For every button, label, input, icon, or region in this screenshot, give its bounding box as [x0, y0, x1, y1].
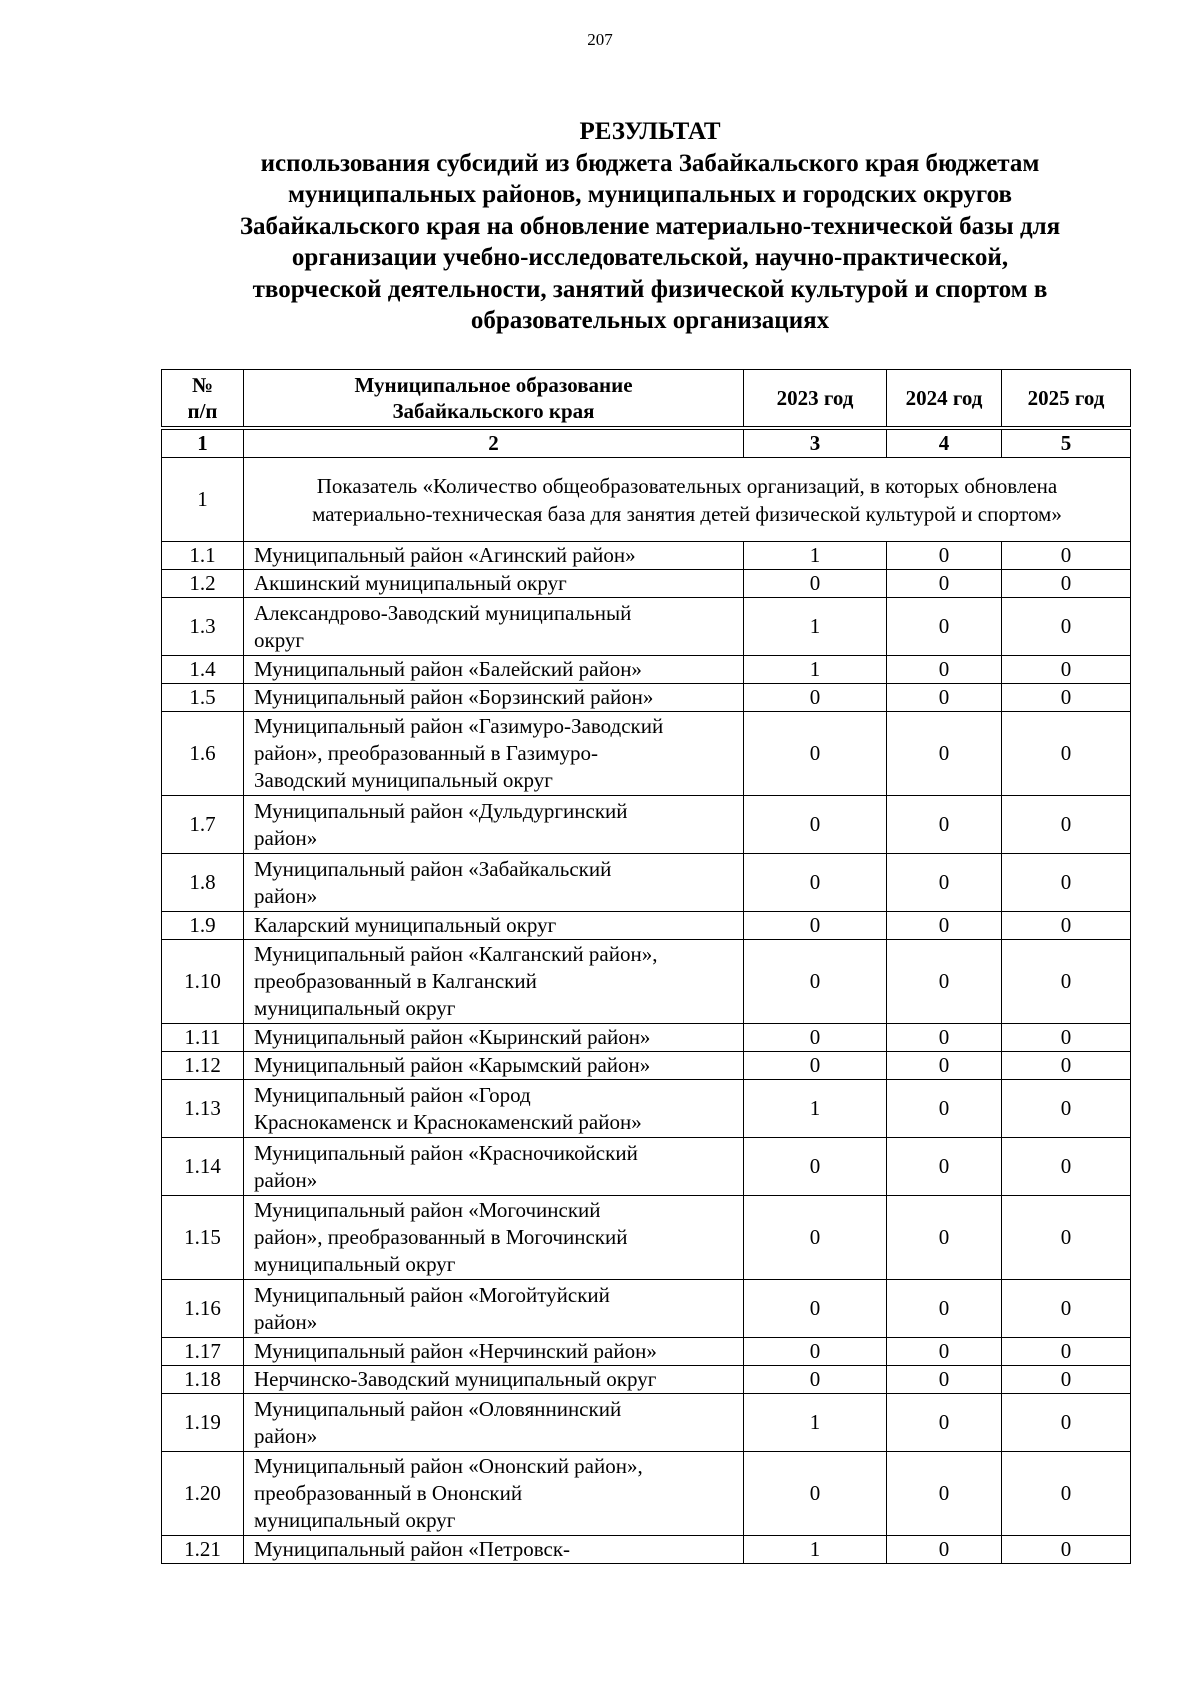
document-title — [150, 116, 1150, 337]
value-2025: 0 — [1002, 1536, 1131, 1564]
municipality-name-line: Муниципальный район «Могочинский — [254, 1198, 601, 1222]
municipality-name-line: Муниципальный район «Забайкальский — [254, 856, 612, 881]
municipality-name — [244, 1080, 744, 1138]
municipality-name-line: муниципальный округ — [254, 1508, 456, 1532]
table-row — [162, 1394, 1131, 1452]
value-2023: 0 — [744, 940, 887, 1024]
indicator-text: Показатель «Количество общеобразовательных организаций, в которых обновлена материально-техническая база для занятия детей физической культурой и спортом» — [244, 458, 1131, 542]
title-line: использования субсидий из бюджета Забайкальского края бюджетам — [260, 149, 1040, 177]
value-2024: 0 — [887, 542, 1002, 570]
indicator-row — [162, 458, 1131, 542]
value-2023: 0 — [744, 570, 887, 598]
municipality-name — [244, 542, 744, 570]
value-2023: 0 — [744, 796, 887, 854]
municipality-name-line: преобразованный в Ононский — [254, 1481, 523, 1505]
title-line: муниципальных районов, муниципальных и городских округов — [288, 181, 1012, 208]
table-row — [162, 542, 1131, 570]
table-row — [162, 570, 1131, 598]
row-number: 1.19 — [162, 1394, 244, 1452]
municipality-name-line: Муниципальный район «Оловяннинский — [254, 1396, 622, 1421]
row-number: 1.6 — [162, 712, 244, 796]
title-line: организации учебно-исследовательской, научно-практической, — [291, 244, 1009, 271]
indicator-num: 1 — [162, 458, 244, 542]
municipality-name-line: район» — [254, 1167, 318, 1192]
municipality-name — [244, 940, 744, 1024]
municipality-name-line: Муниципальный район «Агинский район» — [254, 543, 636, 567]
municipality-name — [244, 912, 744, 940]
row-number: 1.14 — [162, 1138, 244, 1196]
row-number: 1.21 — [162, 1536, 244, 1564]
table-row — [162, 1280, 1131, 1338]
value-2025: 0 — [1002, 656, 1131, 684]
table-row — [162, 1366, 1131, 1394]
value-2023: 1 — [744, 1536, 887, 1564]
header-municipality: Муниципальное образование Забайкальского края — [244, 370, 744, 429]
row-number: 1.8 — [162, 854, 244, 912]
header-2025: 2025 год — [1002, 370, 1131, 429]
municipality-name — [244, 1394, 744, 1452]
header-2024: 2024 год — [887, 370, 1002, 429]
value-2023: 0 — [744, 912, 887, 940]
header-2023: 2023 год — [744, 370, 887, 429]
municipality-name-line: Муниципальный район «Нерчинский район» — [254, 1339, 657, 1363]
row-number: 1.9 — [162, 912, 244, 940]
municipality-name-line: Муниципальный район «Петровск- — [254, 1537, 571, 1561]
municipality-name — [244, 570, 744, 598]
title-line: РЕЗУЛЬТАТ — [579, 118, 721, 145]
value-2023: 0 — [744, 1196, 887, 1280]
value-2023: 0 — [744, 854, 887, 912]
value-2024: 0 — [887, 854, 1002, 912]
row-number: 1.7 — [162, 796, 244, 854]
municipality-name — [244, 796, 744, 854]
municipality-name-line: Нерчинско-Заводский муниципальный округ — [254, 1367, 657, 1391]
row-number: 1.16 — [162, 1280, 244, 1338]
municipality-name-line: преобразованный в Калганский — [254, 969, 537, 993]
municipality-name-line: Муниципальный район «Карымский район» — [254, 1053, 651, 1077]
column-number: 1 — [162, 428, 244, 458]
value-2025: 0 — [1002, 570, 1131, 598]
column-number: 3 — [744, 428, 887, 458]
municipality-name-line: Муниципальный район «Балейский район» — [254, 657, 642, 681]
table-row — [162, 1052, 1131, 1080]
value-2023: 1 — [744, 598, 887, 656]
municipality-name — [244, 1052, 744, 1080]
title-line: образовательных организациях — [470, 307, 830, 334]
value-2025: 0 — [1002, 854, 1131, 912]
municipality-name — [244, 1138, 744, 1196]
row-number: 1.18 — [162, 1366, 244, 1394]
row-number: 1.20 — [162, 1452, 244, 1536]
municipality-name-line: Муниципальный район «Калганский район», — [254, 942, 658, 966]
value-2024: 0 — [887, 1138, 1002, 1196]
row-number: 1.2 — [162, 570, 244, 598]
municipality-name-line: Муниципальный район «Газимуро-Заводский — [254, 714, 664, 738]
value-2025: 0 — [1002, 940, 1131, 1024]
column-number-row — [162, 428, 1131, 458]
municipality-name-line: район», преобразованный в Газимуро- — [254, 741, 598, 765]
header-num: № п/п — [162, 370, 244, 429]
municipality-name-line: Муниципальный район «Дульдургинский — [254, 798, 628, 823]
municipality-name-line: район» — [254, 1423, 318, 1448]
value-2024: 0 — [887, 1052, 1002, 1080]
value-2025: 0 — [1002, 598, 1131, 656]
value-2023: 0 — [744, 1138, 887, 1196]
row-number: 1.3 — [162, 598, 244, 656]
value-2024: 0 — [887, 598, 1002, 656]
table-row — [162, 796, 1131, 854]
value-2025: 0 — [1002, 1080, 1131, 1138]
value-2023: 0 — [744, 684, 887, 712]
value-2023: 0 — [744, 1024, 887, 1052]
value-2025: 0 — [1002, 1196, 1131, 1280]
municipality-name-line: Краснокаменск и Краснокаменский район» — [254, 1109, 642, 1134]
municipality-name — [244, 712, 744, 796]
table-row — [162, 1338, 1131, 1366]
municipality-name-line: округ — [254, 627, 305, 652]
row-number: 1.10 — [162, 940, 244, 1024]
value-2023: 1 — [744, 542, 887, 570]
value-2023: 0 — [744, 1052, 887, 1080]
column-number: 2 — [244, 428, 744, 458]
value-2025: 0 — [1002, 712, 1131, 796]
table-row — [162, 1138, 1131, 1196]
row-number: 1.5 — [162, 684, 244, 712]
table-row — [162, 854, 1131, 912]
page-number: 207 — [587, 30, 613, 49]
row-number: 1.15 — [162, 1196, 244, 1280]
municipality-name-line: район» — [254, 883, 318, 908]
table-row — [162, 1080, 1131, 1138]
value-2024: 0 — [887, 1536, 1002, 1564]
municipality-name-line: Муниципальный район «Борзинский район» — [254, 685, 654, 709]
municipality-name — [244, 854, 744, 912]
value-2024: 0 — [887, 1366, 1002, 1394]
value-2023: 1 — [744, 1080, 887, 1138]
header-row — [162, 370, 1131, 429]
table-row — [162, 598, 1131, 656]
municipality-name — [244, 1338, 744, 1366]
municipality-name-line: Муниципальный район «Город — [254, 1082, 531, 1107]
municipality-name-line: Заводский муниципальный округ — [254, 768, 553, 792]
column-number: 5 — [1002, 428, 1131, 458]
value-2023: 1 — [744, 1394, 887, 1452]
value-2024: 0 — [887, 1080, 1002, 1138]
row-number: 1.1 — [162, 542, 244, 570]
title-line: Забайкальского края на обновление материально-технической базы для — [239, 212, 1061, 240]
municipality-name-line: Муниципальный район «Могойтуйский — [254, 1282, 610, 1307]
value-2024: 0 — [887, 1280, 1002, 1338]
municipality-name-line: муниципальный округ — [254, 1252, 456, 1276]
municipality-name — [244, 1452, 744, 1536]
table-row — [162, 1452, 1131, 1536]
municipality-name — [244, 656, 744, 684]
value-2023: 0 — [744, 1338, 887, 1366]
value-2024: 0 — [887, 1338, 1002, 1366]
municipality-name-line: Муниципальный район «Кыринский район» — [254, 1025, 651, 1049]
value-2024: 0 — [887, 796, 1002, 854]
municipality-name — [244, 1196, 744, 1280]
municipality-name-line: Муниципальный район «Ононский район», — [254, 1454, 643, 1478]
municipality-name-line: муниципальный округ — [254, 996, 456, 1020]
value-2023: 1 — [744, 656, 887, 684]
row-number: 1.11 — [162, 1024, 244, 1052]
value-2025: 0 — [1002, 1280, 1131, 1338]
value-2025: 0 — [1002, 542, 1131, 570]
municipality-name — [244, 684, 744, 712]
column-number: 4 — [887, 428, 1002, 458]
title-line: творческой деятельности, занятий физической культурой и спортом в — [252, 275, 1048, 303]
value-2024: 0 — [887, 712, 1002, 796]
value-2024: 0 — [887, 940, 1002, 1024]
value-2025: 0 — [1002, 1024, 1131, 1052]
table-row — [162, 1024, 1131, 1052]
table-row — [162, 912, 1131, 940]
table-row — [162, 1196, 1131, 1280]
municipality-name-line: Каларский муниципальный округ — [254, 913, 557, 937]
row-number: 1.17 — [162, 1338, 244, 1366]
table-row — [162, 656, 1131, 684]
value-2024: 0 — [887, 684, 1002, 712]
value-2023: 0 — [744, 1366, 887, 1394]
municipality-name-line: район» — [254, 1309, 318, 1334]
municipality-name-line: район» — [254, 825, 318, 850]
table-row — [162, 712, 1131, 796]
value-2025: 0 — [1002, 1052, 1131, 1080]
results-table — [161, 369, 1131, 1564]
table-row — [162, 684, 1131, 712]
value-2024: 0 — [887, 1394, 1002, 1452]
value-2025: 0 — [1002, 1366, 1131, 1394]
row-number: 1.13 — [162, 1080, 244, 1138]
value-2025: 0 — [1002, 912, 1131, 940]
value-2024: 0 — [887, 1196, 1002, 1280]
value-2025: 0 — [1002, 684, 1131, 712]
value-2024: 0 — [887, 1024, 1002, 1052]
table-row — [162, 940, 1131, 1024]
municipality-name — [244, 1280, 744, 1338]
value-2024: 0 — [887, 912, 1002, 940]
table-row — [162, 1536, 1131, 1564]
value-2024: 0 — [887, 1452, 1002, 1536]
value-2023: 0 — [744, 712, 887, 796]
row-number: 1.12 — [162, 1052, 244, 1080]
value-2023: 0 — [744, 1452, 887, 1536]
value-2025: 0 — [1002, 1394, 1131, 1452]
value-2024: 0 — [887, 570, 1002, 598]
municipality-name-line: Муниципальный район «Красночикойский — [254, 1140, 638, 1165]
value-2025: 0 — [1002, 796, 1131, 854]
value-2025: 0 — [1002, 1338, 1131, 1366]
municipality-name — [244, 1024, 744, 1052]
municipality-name — [244, 598, 744, 656]
value-2025: 0 — [1002, 1452, 1131, 1536]
row-number: 1.4 — [162, 656, 244, 684]
municipality-name — [244, 1536, 744, 1564]
municipality-name — [244, 1366, 744, 1394]
value-2024: 0 — [887, 656, 1002, 684]
municipality-name-line: Акшинский муниципальный округ — [254, 571, 567, 595]
value-2023: 0 — [744, 1280, 887, 1338]
municipality-name-line: Александрово-Заводский муниципальный — [254, 600, 632, 625]
value-2025: 0 — [1002, 1138, 1131, 1196]
municipality-name-line: район», преобразованный в Могочинский — [254, 1225, 628, 1249]
